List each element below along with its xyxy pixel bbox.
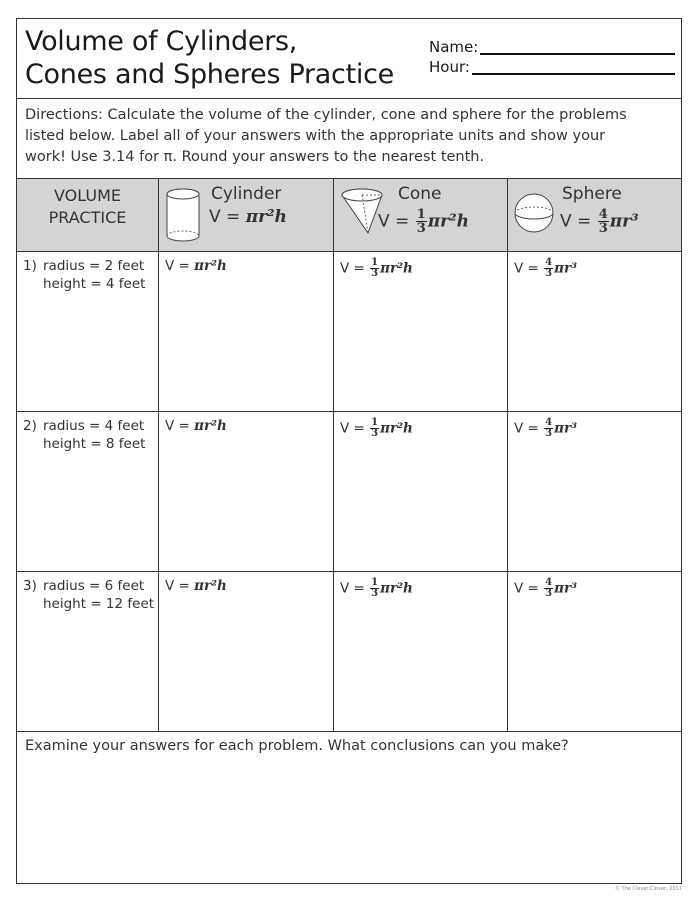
cylinder-header <box>159 179 334 251</box>
volume-table <box>17 179 681 732</box>
sphere-formula: V = $\frac{4}{3}$ πr³ <box>560 207 639 236</box>
copyright-notice: © The Clever Clover, 2017 <box>614 886 682 892</box>
name-label: Name: <box>429 38 479 56</box>
problem-3-sphere-answer[interactable]: V = $\frac{4}{3}$ πr³ <box>514 577 578 599</box>
problem-2-cone-answer[interactable]: V = $\frac{1}{3}$ πr²h <box>334 412 508 571</box>
conclusion-section[interactable] <box>17 732 681 883</box>
cylinder-icon <box>165 187 201 243</box>
cone-label: Cone <box>398 184 442 204</box>
table-header-row <box>17 179 681 252</box>
directions-text: Directions: Calculate the volume of the cylinder, cone and sphere for the problems listed below. Label all of your answers with the appropriate units and show your work! Use 3.14 for π. Round your answers to the nearest tenth. <box>17 99 681 179</box>
hour-field[interactable] <box>429 55 675 75</box>
problem-1-sphere-answer[interactable]: V = $\frac{4}{3}$ πr³ <box>514 257 578 279</box>
cone-formula: V = $\frac{1}{3}$ πr²h <box>378 207 469 236</box>
hour-line[interactable] <box>472 59 675 75</box>
sphere-header <box>508 179 681 251</box>
name-field[interactable] <box>429 35 675 55</box>
problem-1-cone-answer[interactable]: V = $\frac{1}{3}$ πr²h <box>334 252 508 411</box>
volume-practice-header: VOLUME PRACTICE <box>17 179 159 251</box>
problem-3-description: 3) radius = 6 feet height = 12 feet <box>17 572 159 731</box>
cylinder-formula: V = πr²h <box>209 207 287 227</box>
name-hour-box <box>429 35 675 75</box>
problem-2-cylinder-answer[interactable]: V = πr²h <box>159 412 334 571</box>
table-row <box>17 252 681 412</box>
conclusion-prompt: Examine your answers for each problem. What conclusions can you make? <box>25 738 569 754</box>
sphere-icon <box>512 191 556 235</box>
problem-2-sphere-answer[interactable]: V = $\frac{4}{3}$ πr³ <box>514 417 578 439</box>
hour-label: Hour: <box>429 58 470 76</box>
name-line[interactable] <box>480 39 675 55</box>
table-row <box>17 412 681 572</box>
worksheet-header <box>17 19 681 99</box>
problem-3-cone-answer[interactable]: V = $\frac{1}{3}$ πr²h <box>334 572 508 731</box>
problem-2-description: 2) radius = 4 feet height = 8 feet <box>17 412 159 571</box>
problem-1-cylinder-answer[interactable]: V = πr²h <box>159 252 334 411</box>
problem-1-description: 1) radius = 2 feet height = 4 feet <box>17 252 159 411</box>
cylinder-label: Cylinder <box>211 184 282 204</box>
worksheet <box>16 18 682 884</box>
problem-3-cylinder-answer[interactable]: V = πr²h <box>159 572 334 731</box>
sphere-label: Sphere <box>562 184 622 204</box>
table-row <box>17 572 681 732</box>
cone-header <box>334 179 508 251</box>
worksheet-title: Volume of Cylinders, Cones and Spheres Practice <box>25 26 394 90</box>
